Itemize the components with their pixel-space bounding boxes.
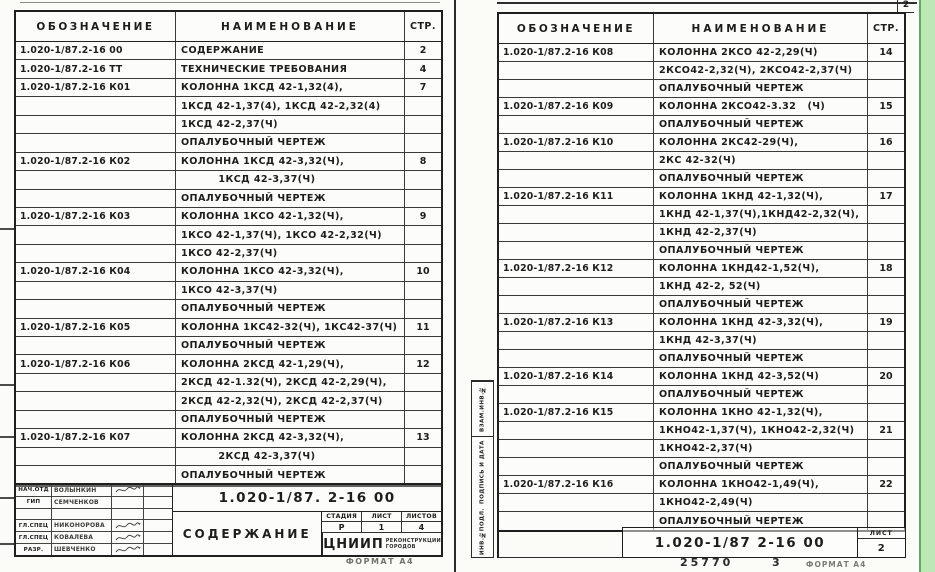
column-header-designation: ОБОЗНАЧЕНИЕ (16, 12, 176, 41)
table-row (16, 392, 441, 410)
designation-cell: 1.020-1/87.2-16 К12 (499, 260, 654, 277)
name-cell: КОЛОННА 1КНД 42-3,32(Ч), (654, 314, 868, 331)
designation-cell (16, 282, 176, 299)
name-cell: ОПАЛУБОЧНЫЙ ЧЕРТЕЖ (654, 386, 868, 403)
table-row (499, 260, 904, 278)
name-cell: 2КСД 42-1.32(Ч), 2КСД 42-2,29(Ч), (176, 374, 405, 391)
scanner-edge-strip (919, 0, 935, 572)
column-header-name: НАИМЕНОВАНИЕ (176, 12, 405, 41)
person-name: КОВАЛЕВА (52, 532, 112, 543)
table-row (499, 62, 904, 80)
name-cell: КОЛОННА 1КСД 42-3,32(Ч), (176, 153, 405, 170)
name-cell: ОПАЛУБОЧНЫЙ ЧЕРТЕЖ (654, 116, 868, 133)
table-row (499, 332, 904, 350)
name-cell: КОЛОННА 1КС42-32(Ч), 1КС42-37(Ч) (176, 319, 405, 336)
table-row (16, 466, 441, 484)
table-row (499, 404, 904, 422)
designation-cell (16, 245, 176, 262)
page-cell: 19 (879, 317, 893, 328)
name-cell: 1КНД 42-3,37(Ч) (654, 332, 868, 349)
page-cell: 2 (419, 45, 427, 57)
sheet-divider-line (454, 0, 456, 572)
right-contents-table (497, 12, 906, 532)
designation-cell (499, 350, 654, 367)
page-cell (405, 245, 441, 262)
page-cell: 17 (879, 191, 893, 202)
signature-row (16, 497, 172, 509)
designation-cell (499, 80, 654, 97)
title-block (14, 483, 443, 557)
designation-cell (16, 374, 176, 391)
signature-row (16, 520, 172, 532)
designation-cell (499, 332, 654, 349)
designation-cell: 1.020-1/87.2-16 К13 (499, 314, 654, 331)
name-cell: КОЛОННА 1КСО 42-1,32(Ч), (176, 208, 405, 225)
name-cell: 1КНД 42-1,37(Ч),1КНД42-2,32(Ч), (654, 206, 868, 223)
signature-icon (115, 521, 141, 531)
column-header-page: СТР. (409, 21, 437, 32)
page-cell (868, 170, 904, 187)
name-cell: ОПАЛУБОЧНЫЙ ЧЕРТЕЖ (654, 242, 868, 259)
table-row (499, 296, 904, 314)
page-cell (868, 404, 904, 421)
table-row (16, 319, 441, 337)
page-cell: 13 (416, 432, 430, 444)
org-name: ЦНИИП (323, 536, 384, 552)
page-cell: 7 (419, 82, 427, 94)
designation-cell (499, 494, 654, 511)
stage-value: Р (322, 522, 362, 532)
name-cell: ОПАЛУБОЧНЫЙ ЧЕРТЕЖ (176, 466, 405, 484)
table-row (16, 245, 441, 263)
name-cell: 1КСО 42-2,37(Ч) (176, 245, 405, 262)
name-cell: 2КСО42-2,32(Ч), 2КСО42-2,37(Ч) (654, 62, 868, 79)
column-header-designation: ОБОЗНАЧЕНИЕ (499, 14, 654, 43)
signature-cell (112, 509, 144, 520)
page-cell (868, 224, 904, 241)
person-name: ВОЛЫНКИН (52, 485, 112, 496)
stage-values-row (322, 522, 441, 533)
name-cell: 1КСД 42-3,37(Ч) (176, 171, 405, 188)
page-cell (868, 458, 904, 475)
sheet-number: 2 (877, 542, 885, 554)
page-cell: 15 (879, 101, 893, 112)
table-row (499, 80, 904, 98)
designation-cell: 1.020-1/87.2-16 К05 (16, 319, 176, 336)
table-row (16, 42, 441, 60)
table-row (499, 440, 904, 458)
designation-cell (16, 392, 176, 409)
designation-cell: 1.020-1/87.2-16 К01 (16, 79, 176, 96)
stage-header-row (322, 512, 441, 522)
fold-mark (0, 497, 14, 499)
left-contents-table (14, 10, 443, 487)
format-label-left: ФОРМАТ А4 (345, 557, 415, 566)
role-label: ГЛ.СПЕЦ (16, 532, 52, 543)
page-cell (868, 386, 904, 403)
table-row (16, 337, 441, 355)
right-sheet-top-edge (497, 2, 917, 4)
designation-cell: 1.020-1/87.2-16 К06 (16, 355, 176, 372)
left-sheet-top-edge (20, 2, 440, 3)
person-name: НИКОНОРОВА (52, 520, 112, 531)
table-row (499, 368, 904, 386)
name-cell: КОЛОННА 1КНО42-1,49(Ч), (654, 476, 868, 493)
page-cell (405, 374, 441, 391)
signature-cell (112, 544, 144, 555)
title-block-signatures (16, 485, 173, 555)
page-cell (868, 80, 904, 97)
designation-cell (16, 190, 176, 207)
table-row (499, 116, 904, 134)
name-cell: 1КСО 42-3,37(Ч) (176, 282, 405, 299)
page-cell (868, 116, 904, 133)
designation-cell (499, 152, 654, 169)
date-cell (144, 497, 172, 508)
sheet-label: ЛИСТ (858, 528, 906, 539)
table-row (499, 278, 904, 296)
name-cell: ОПАЛУБОЧНЫЙ ЧЕРТЕЖ (176, 134, 405, 151)
table-row (499, 152, 904, 170)
table-row (499, 188, 904, 206)
table-row (499, 134, 904, 152)
designation-cell: 1.020-1/87.2-16 К10 (499, 134, 654, 151)
name-cell: КОЛОННА 2КСД 42-3,32(Ч), (176, 429, 405, 446)
table-row (499, 422, 904, 440)
page-cell (405, 190, 441, 207)
name-cell: КОЛОННА 2КСД 42-1,29(Ч), (176, 355, 405, 372)
role-label: ГЛ.СПЕЦ (16, 520, 52, 531)
signature-cell (112, 485, 144, 496)
date-cell (144, 485, 172, 496)
designation-cell: 1.020-1/87.2-16 К04 (16, 263, 176, 280)
person-name: ШЕВЧЕНКО (52, 544, 112, 555)
name-cell: КОЛОННА 1КНД42-1,52(Ч), (654, 260, 868, 277)
table-row (499, 350, 904, 368)
page-cell: 18 (879, 263, 893, 274)
sheets-value: 4 (418, 522, 425, 532)
designation-cell: 1.020-1/87.2-16 К14 (499, 368, 654, 385)
page-cell (405, 392, 441, 409)
organization-logo (322, 533, 441, 555)
name-cell: КОЛОННА 1КНО 42-1,32(Ч), (654, 404, 868, 421)
name-cell: КОЛОННА 1КСО 42-3,32(Ч), (176, 263, 405, 280)
name-cell: СОДЕРЖАНИЕ (176, 42, 405, 59)
inventory-side-stamp (471, 380, 494, 558)
org-sub-line2: ГОРОДОВ (385, 544, 416, 550)
date-cell (144, 532, 172, 543)
footer-number: 3 (772, 556, 780, 569)
signature-cell (112, 532, 144, 543)
designation-cell: 1.020-1/87.2-16 К08 (499, 44, 654, 61)
page-cell: 10 (416, 266, 430, 278)
designation-cell (16, 97, 176, 114)
page-cell: 9 (419, 211, 427, 223)
name-cell: ОПАЛУБОЧНЫЙ ЧЕРТЕЖ (176, 190, 405, 207)
right-stamp-sheet-box (857, 527, 907, 558)
stamp-extension-cell (497, 527, 622, 558)
designation-cell (16, 116, 176, 133)
designation-cell (499, 386, 654, 403)
document-code: 1.020-1/87. 2-16 00 (173, 485, 441, 512)
page-cell (868, 278, 904, 295)
name-cell: 1КНД 42-2, 52(Ч) (654, 278, 868, 295)
designation-cell (499, 278, 654, 295)
page-cell (868, 440, 904, 457)
designation-cell: 1.020-1/87.2-16 К16 (499, 476, 654, 493)
name-cell: КОЛОННА 1КНД 42-3,52(Ч) (654, 368, 868, 385)
fold-mark (0, 436, 14, 438)
page-cell: 14 (879, 47, 893, 58)
page-cell (405, 282, 441, 299)
sheet-label: ЛИСТ (362, 512, 402, 521)
org-sub-line1: РЕКОНСТРУКЦИИ (385, 538, 441, 544)
table-row (499, 170, 904, 188)
signature-cell (112, 520, 144, 531)
name-cell: 2КСД 42-3,37(Ч) (176, 448, 405, 465)
page-cell (868, 62, 904, 79)
page-cell (405, 134, 441, 151)
side-stamp-cell: ПОДПИСЬ И ДАТА (472, 436, 493, 507)
table-row (16, 134, 441, 152)
table-row (16, 171, 441, 189)
designation-cell (16, 466, 176, 484)
table-row (16, 116, 441, 134)
page-cell (868, 296, 904, 313)
name-cell: КОЛОННА 1КСД 42-1,32(4), (176, 79, 405, 96)
designation-cell: 1.020-1/87.2-16 К15 (499, 404, 654, 421)
name-cell: ОПАЛУБОЧНЫЙ ЧЕРТЕЖ (654, 80, 868, 97)
name-cell: 2КСД 42-2,32(Ч), 2КСД 42-2,37(Ч) (176, 392, 405, 409)
left-table-header (16, 12, 441, 42)
name-cell: 1КНО42-2,49(Ч) (654, 494, 868, 511)
table-row (16, 429, 441, 447)
table-row (499, 206, 904, 224)
role-label: НАЧ.ОТД (16, 485, 52, 496)
table-row (16, 79, 441, 97)
role-label (16, 509, 52, 520)
name-cell: 1КСД 42-1,37(4), 1КСД 42-2,32(4) (176, 97, 405, 114)
table-row (16, 97, 441, 115)
side-stamp-cell: ВЗАМ.ИНВ.№ (472, 381, 493, 436)
designation-cell (499, 242, 654, 259)
right-stamp-code: 1.020-1/87 2-16 00 (622, 527, 858, 558)
page-cell: 12 (416, 358, 430, 370)
table-row (16, 282, 441, 300)
signature-icon (115, 533, 141, 543)
table-row (16, 208, 441, 226)
table-row (16, 355, 441, 373)
signature-row (16, 485, 172, 497)
table-row (499, 314, 904, 332)
designation-cell (499, 116, 654, 133)
fold-mark (0, 384, 14, 386)
role-label: ГИП (16, 497, 52, 508)
date-cell (144, 509, 172, 520)
designation-cell (499, 296, 654, 313)
column-header-name: НАИМЕНОВАНИЕ (654, 14, 868, 43)
page-cell (868, 350, 904, 367)
name-cell: 2КС 42-32(Ч) (654, 152, 868, 169)
signature-cell (112, 497, 144, 508)
column-header-page: СТР. (872, 23, 900, 34)
name-cell: ОПАЛУБОЧНЫЙ ЧЕРТЕЖ (654, 296, 868, 313)
page-cell (868, 494, 904, 511)
table-row (499, 44, 904, 62)
table-row (499, 242, 904, 260)
name-cell: ОПАЛУБОЧНЫЙ ЧЕРТЕЖ (654, 170, 868, 187)
name-cell: 1КНД 42-2,37(Ч) (654, 224, 868, 241)
page-cell: 20 (879, 371, 893, 382)
page-cell (868, 206, 904, 223)
stage-label: СТАДИЯ (322, 512, 362, 521)
page-cell (405, 300, 441, 317)
format-label-right: ФОРМАТ А4 (806, 560, 867, 569)
fold-mark (0, 228, 14, 230)
name-cell: КОЛОННА 2КСО 42-2,29(Ч) (654, 44, 868, 61)
table-row (16, 60, 441, 78)
document-title: СОДЕРЖАНИЕ (173, 512, 322, 555)
designation-cell: 1.020-1/87.2-16 К09 (499, 98, 654, 115)
person-name: СЕМЧЕНКОВ (52, 497, 112, 508)
sheet-value: 1 (362, 522, 402, 532)
name-cell: ОПАЛУБОЧНЫЙ ЧЕРТЕЖ (654, 350, 868, 367)
page-cell: 16 (879, 137, 893, 148)
designation-cell: 1.020-1/87.2-16 00 (16, 42, 176, 59)
role-label: РАЗР. (16, 544, 52, 555)
page-cell (868, 332, 904, 349)
designation-cell (16, 300, 176, 317)
right-table-header (499, 14, 904, 44)
signature-icon (115, 485, 141, 495)
name-cell: КОЛОННА 2КСО42-3.32 (Ч) (654, 98, 868, 115)
name-cell: ОПАЛУБОЧНЫЙ ЧЕРТЕЖ (654, 512, 868, 530)
name-cell: КОЛОННА 1КНД 42-1,32(Ч), (654, 188, 868, 205)
name-cell: ОПАЛУБОЧНЫЙ ЧЕРТЕЖ (176, 411, 405, 428)
table-row (499, 458, 904, 476)
page-cell (405, 116, 441, 133)
designation-cell: 1.020-1/87.2-16 К11 (499, 188, 654, 205)
table-row (499, 386, 904, 404)
designation-cell (16, 411, 176, 428)
designation-cell (499, 224, 654, 241)
fold-mark (0, 543, 14, 545)
table-row (16, 153, 441, 171)
corner-sheet-number: 2 (897, 0, 914, 13)
name-cell: 1КНО42-2,37(Ч) (654, 440, 868, 457)
page-cell (405, 97, 441, 114)
designation-cell (499, 62, 654, 79)
designation-cell: 1.020-1/87.2-16 К03 (16, 208, 176, 225)
name-cell: ОПАЛУБОЧНЫЙ ЧЕРТЕЖ (654, 458, 868, 475)
table-row (16, 263, 441, 281)
table-row (16, 300, 441, 318)
designation-cell: 1.020-1/87.2-16 К02 (16, 153, 176, 170)
sheets-label: ЛИСТОВ (406, 513, 437, 520)
side-stamp-cell: ИНВ.№ПОДЛ. (479, 508, 486, 556)
designation-cell (499, 440, 654, 457)
designation-cell (16, 448, 176, 465)
designation-cell (16, 226, 176, 243)
page-cell: 22 (879, 479, 893, 490)
table-row (499, 494, 904, 512)
name-cell: ОПАЛУБОЧНЫЙ ЧЕРТЕЖ (176, 337, 405, 354)
page-cell (405, 448, 441, 465)
designation-cell (499, 170, 654, 187)
footer-order-code: 25770 (680, 556, 734, 569)
person-name (52, 509, 112, 520)
page-cell: 21 (879, 425, 893, 436)
table-row (499, 98, 904, 116)
name-cell: ТЕХНИЧЕСКИЕ ТРЕБОВАНИЯ (176, 60, 405, 77)
table-row (499, 224, 904, 242)
page-cell (405, 226, 441, 243)
page-cell (868, 242, 904, 259)
name-cell: 1КСД 42-2,37(Ч) (176, 116, 405, 133)
designation-cell (16, 134, 176, 151)
date-cell (144, 520, 172, 531)
page-cell: 11 (416, 321, 430, 333)
table-row (499, 476, 904, 494)
designation-cell (499, 206, 654, 223)
table-row (16, 190, 441, 208)
name-cell: 1КСО 42-1,37(Ч), 1КСО 42-2,32(Ч) (176, 226, 405, 243)
designation-cell: 1.020-1/87.2-16 К07 (16, 429, 176, 446)
signature-row (16, 544, 172, 555)
designation-cell: 1.020-1/87.2-16 ТТ (16, 60, 176, 77)
table-row (16, 226, 441, 244)
designation-cell (16, 337, 176, 354)
table-row (16, 448, 441, 466)
table-row (16, 411, 441, 429)
signature-row (16, 509, 172, 521)
date-cell (144, 544, 172, 555)
designation-cell (499, 422, 654, 439)
page-cell: 4 (419, 63, 427, 75)
name-cell: 1КНО42-1,37(Ч), 1КНО42-2,32(Ч) (654, 422, 868, 439)
designation-cell (499, 458, 654, 475)
designation-cell (16, 171, 176, 188)
signature-icon (115, 545, 141, 555)
signature-row (16, 532, 172, 544)
page-cell (868, 152, 904, 169)
name-cell: ОПАЛУБОЧНЫЙ ЧЕРТЕЖ (176, 300, 405, 317)
table-row (16, 374, 441, 392)
name-cell: КОЛОННА 2КС42-29(Ч), (654, 134, 868, 151)
page-cell: 8 (419, 155, 427, 167)
page-cell (405, 171, 441, 188)
page-cell (405, 466, 441, 484)
page-cell (405, 337, 441, 354)
page-cell (405, 411, 441, 428)
